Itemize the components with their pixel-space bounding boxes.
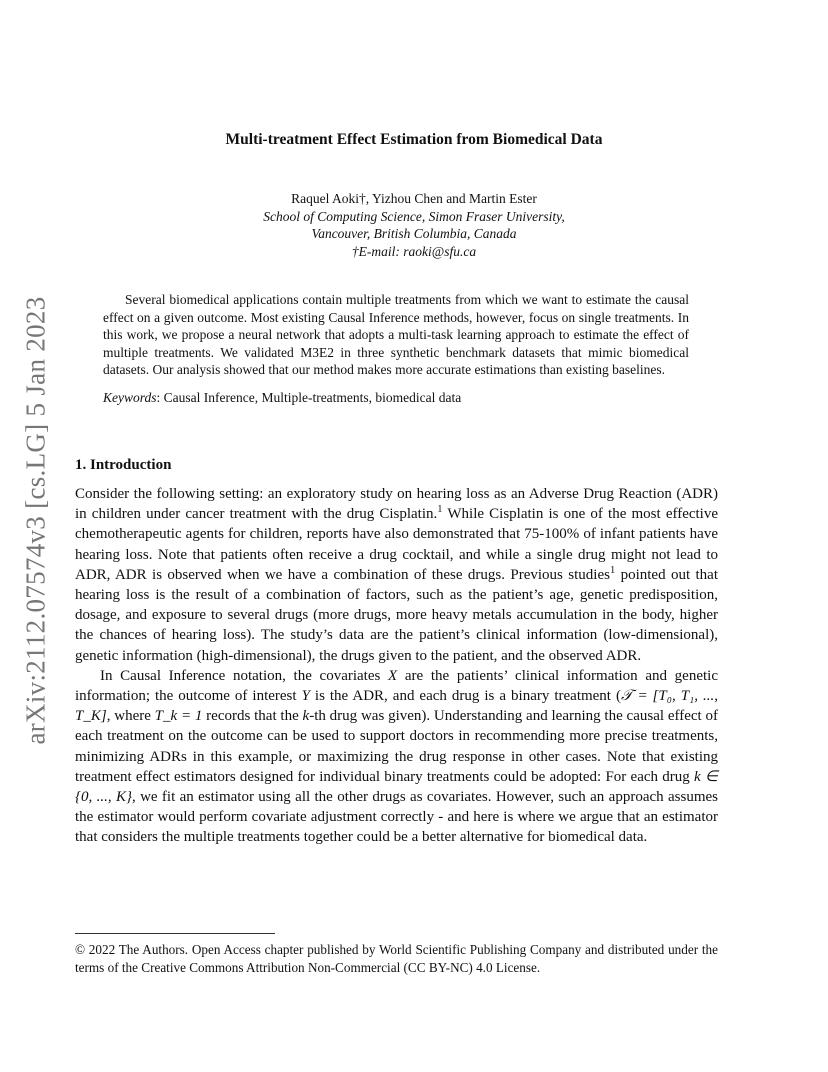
arxiv-identifier — [8, 295, 64, 745]
paragraph-1 — [75, 484, 718, 666]
footnote-ref: 1 — [609, 564, 616, 576]
p2-text-g: , we fit an estimator using all the other drugs as covariates. However, such an approach assumes the estimator would perform covariate adjustment correctly - and here is where we argue that an estimator that considers the multiple treatments together could be a better alternative for biomedical data. — [75, 789, 718, 846]
p2-text-c: is the ADR, and each drug is a binary treatment ( — [309, 688, 621, 705]
p2-text-d: , where — [106, 708, 155, 725]
author-block — [0, 190, 828, 260]
math-x: X — [388, 667, 398, 684]
p2-text-a: In Causal Inference notation, the covariates — [100, 667, 389, 684]
paragraph-2 — [75, 666, 718, 848]
keywords-list: : Causal Inference, Multiple-treatments, biomedical data — [156, 389, 462, 405]
abstract — [103, 291, 689, 406]
math-k-set: k ∈ {0, ..., K} — [75, 768, 718, 806]
author-email: †E-mail: raoki@sfu.ca — [351, 243, 477, 259]
math-tk: T_k = 1 — [154, 708, 203, 725]
p2-text-b: are the patients’ clinical information and genetic information; the outcome of interest — [75, 667, 718, 705]
p2-text-f: -th drug was given). Understanding and learning the causal effect of each treatment on the outcome can be used to support doctors in recommending more precise treatments, minimizing ADRs in this example, or maximizing the drug response in other cases. Note that existing treatment effect estimators designed for individual binary treatments could be adopted: For each drug — [75, 708, 718, 785]
author-names: Raquel Aoki†, Yizhou Chen and Martin Ester — [291, 191, 537, 206]
footnote-divider — [75, 933, 275, 934]
affiliation-line-1: School of Computing Science, Simon Fraser University, — [263, 208, 565, 224]
section-body — [75, 484, 718, 848]
p2-text-e: records that the — [202, 708, 303, 725]
paper-title: Multi-treatment Effect Estimation from Biomedical Data — [225, 131, 603, 148]
footnote-ref: 1 — [437, 504, 443, 516]
math-treatments: 𝒯 = [T₀, T₁, ..., T_K] — [75, 688, 718, 725]
keywords-label: Keywords — [103, 389, 157, 405]
math-y: Y — [301, 688, 310, 705]
copyright-footnote: © 2022 The Authors. Open Access chapter published by World Scientific Publishing Company and distributed under the terms of the Creative Commons Attribution Non-Commercial (CC BY-NC) 4.0 License. — [75, 942, 718, 975]
affiliation-line-2: Vancouver, British Columbia, Canada — [311, 226, 517, 241]
section-heading: 1. Introduction — [75, 457, 172, 473]
p1-text-a: Consider the following setting: an exploratory study on hearing loss as an Adverse Drug Reaction (ADR) in children under cancer treatment with the drug Cisplatin. — [75, 486, 718, 523]
abstract-text: Several biomedical applications contain multiple treatments from which we want to estimate the causal effect on a given outcome. Most existing Causal Inference methods, however, focus on single treatments. In this work, we propose a neural network that adopts a multi-task learning approach to estimate the effect of multiple treatments. We validated M3E2 in three synthetic benchmark datasets that mimic biomedical datasets. Our analysis showed that our method makes more accurate estimations than existing baselines. — [103, 292, 689, 377]
keywords — [103, 389, 689, 407]
arxiv-identifier-text: arXiv:2112.07574v3 [cs.LG] 5 Jan 2023 — [20, 295, 51, 745]
p1-text-b: While Cisplatin is one of the most effective chemotherapeutic agents for children, reports have also demonstrated that 75-100% of infant patients have hearing loss. Note that patients often receive a drug cocktail, and while a single drug might not lead to ADR, ADR is observed when we have a combination of these drugs. Previous studies — [75, 506, 718, 583]
p1-text-c: pointed out that hearing loss is the result of a combination of factors, such as the patient’s age, genetic predisposition, dosage, and exposure to several drugs (more drugs, more heavy metals accumulation in the body, higher the chances of hearing loss). The study’s data are the patient’s clinical information (low-dimensional), genetic information (high-dimensional), the drugs given to the patient, and the observed ADR. — [75, 566, 718, 664]
math-k: k — [302, 708, 310, 725]
